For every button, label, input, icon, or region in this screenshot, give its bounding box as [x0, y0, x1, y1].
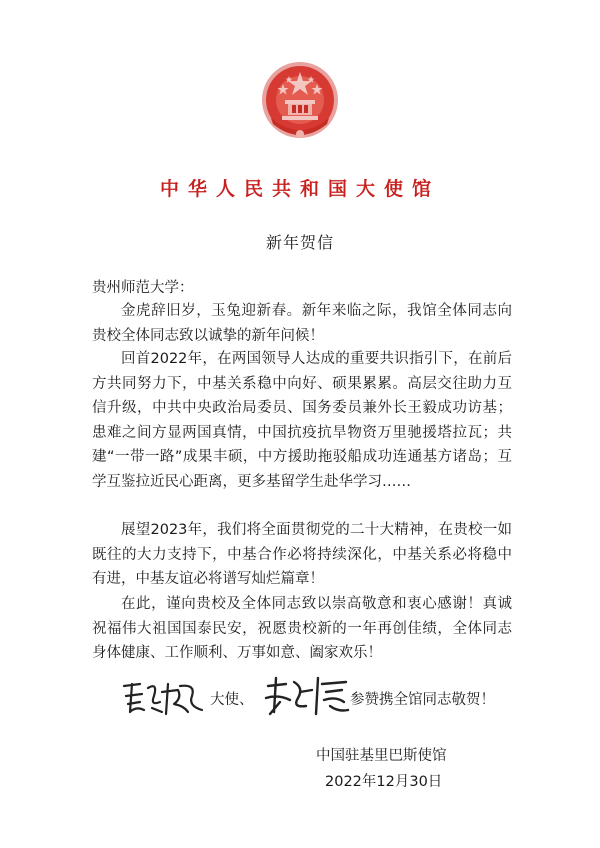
- signature-line: [110, 672, 530, 720]
- closing-text: 参赞携全馆同志敬贺！: [350, 692, 495, 708]
- ambassador-title: 大使、: [210, 692, 254, 708]
- paragraph-outlook: 展望2023年，我们将全面贯彻党的二十大精神，在贵校一如既往的大力支持下，中基合作必将持续深化，中基关系必将稳中有进，中基友谊必将谱写灿烂篇章！: [92, 522, 512, 587]
- sender-name: 中国驻基里巴斯使馆: [316, 748, 447, 764]
- salutation: 贵州师范大学：: [92, 280, 194, 296]
- national-emblem-icon: [257, 58, 343, 144]
- ambassador-signature: [118, 676, 208, 718]
- paragraph-review: 回首2022年，在两国领导人达成的重要共识指引下，在前后方共同努力下，中基关系稳中向好、硕果累累。高层交往助力互信升级，中共中央政治局委员、国务委员兼外长王毅成功访基；患难之间方显两国真情，中国抗疫抗旱物资万里驰援塔拉瓦；共建“一带一路”成果丰硕，中方援助拖驳船成功连通基方诸岛；互学互鉴拉近民心距离，更多基留学生赴华学习……: [92, 351, 512, 490]
- letter-date: 2022年12月30日: [325, 774, 443, 790]
- paragraph-greeting: 金虎辞旧岁，玉兔迎新春。新年来临之际，我馆全体同志向贵校全体同志致以诚挚的新年问候！: [92, 303, 512, 344]
- embassy-name: 中华人民共和国大使馆: [159, 178, 440, 200]
- letter-title: 新年贺信: [265, 233, 334, 252]
- counsellor-signature: [260, 672, 352, 718]
- paragraph-wishes: 在此，谨向贵校及全体同志致以崇高敬意和衷心感谢！真诚祝福伟大祖国国泰民安，祝愿贵校新的一年再创佳绩，全体同志身体健康、工作顺利、万事如意、阖家欢乐！: [92, 596, 512, 661]
